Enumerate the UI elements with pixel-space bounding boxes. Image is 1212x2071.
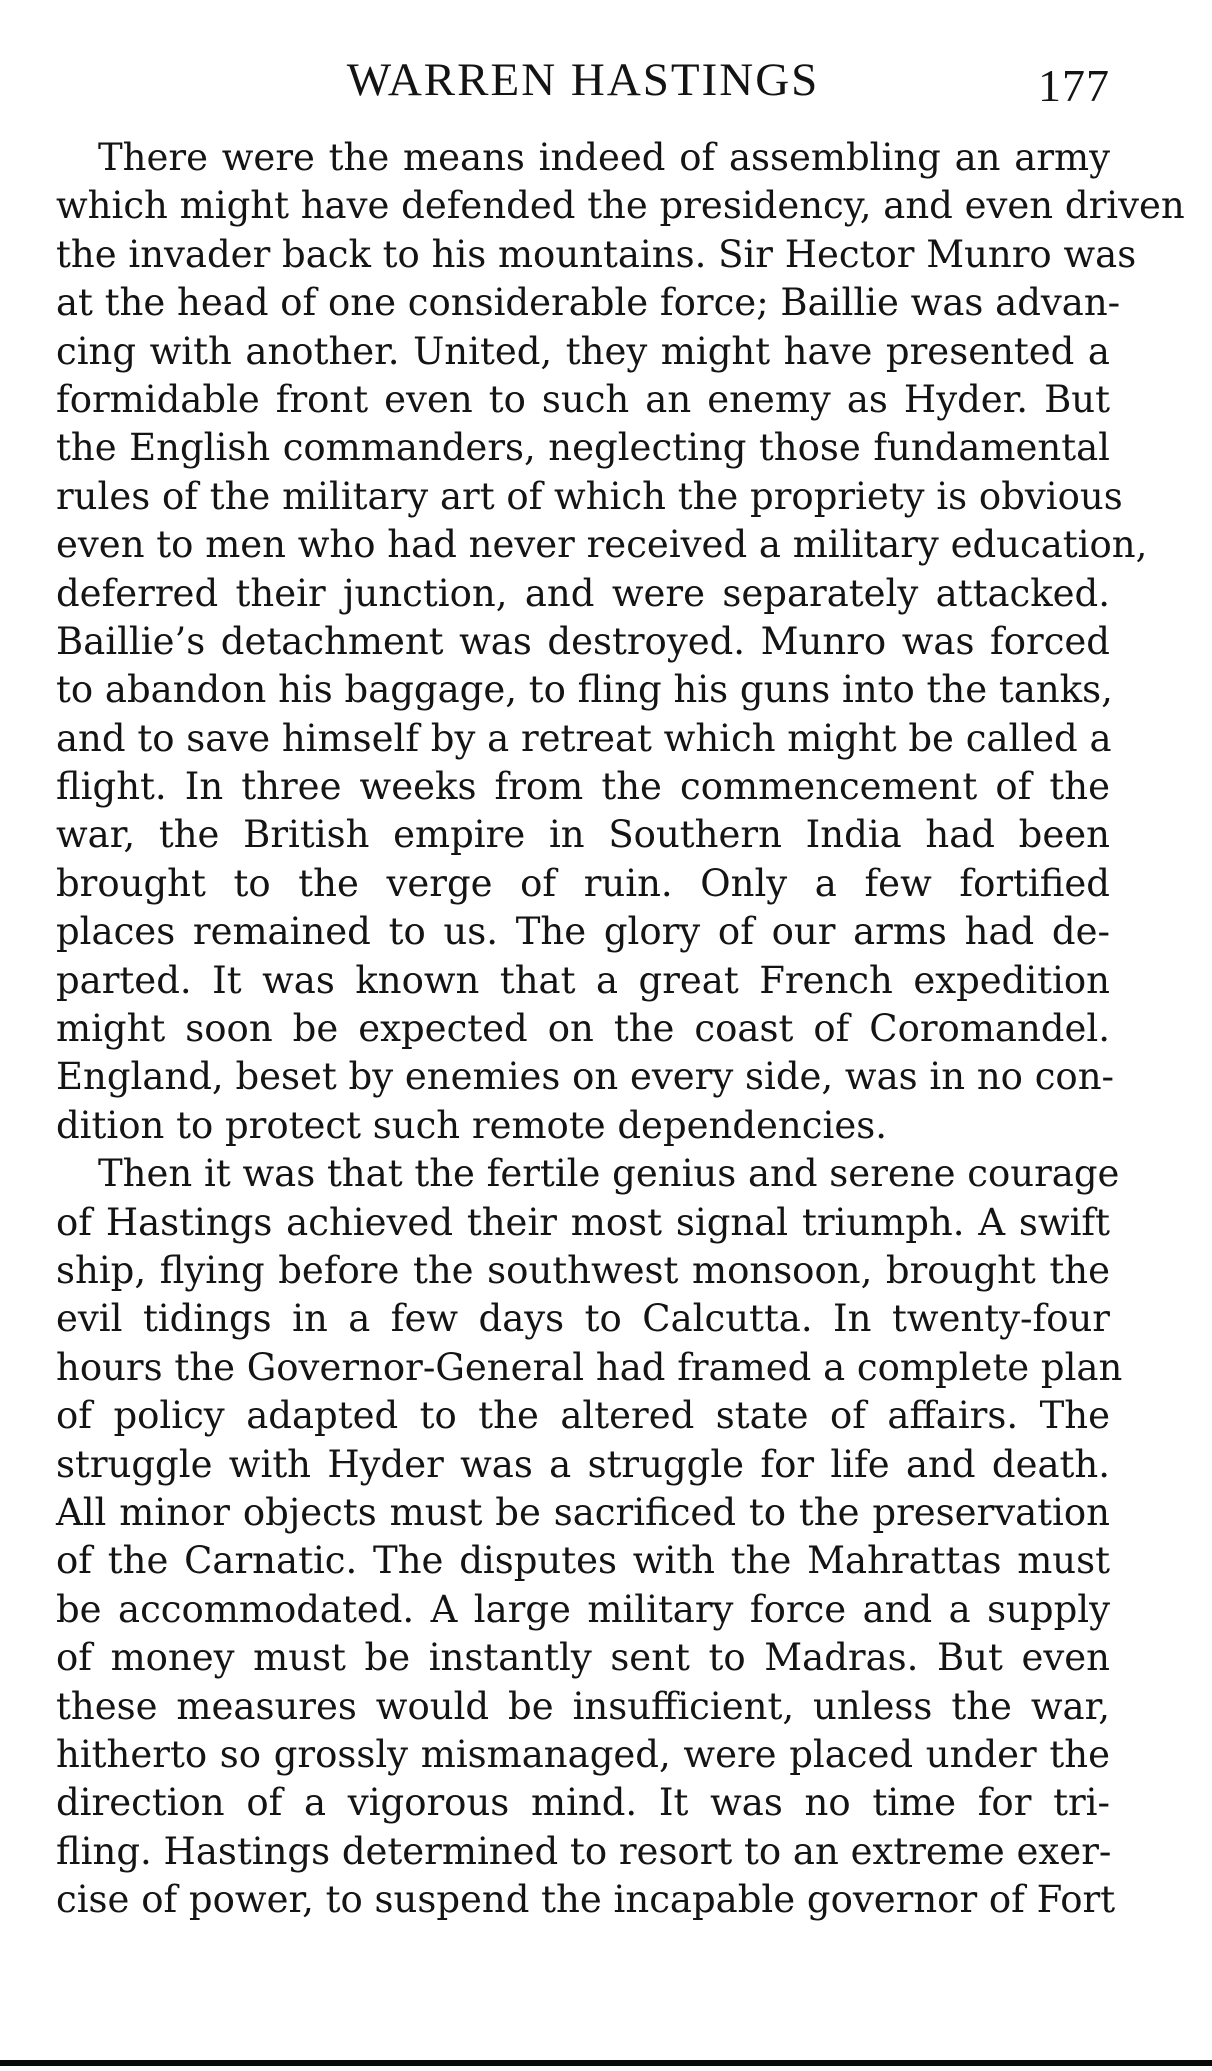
text-line: be accommodated. A large military force and a supply	[56, 1587, 1110, 1631]
running-title: WARREN HASTINGS	[346, 54, 820, 106]
text-line: of policy adapted to the altered state of affairs. The	[56, 1394, 1110, 1438]
text-line: to abandon his baggage, to fling his guns into the tanks,	[56, 668, 1113, 712]
text-line: There were the means indeed of assembling an army	[98, 136, 1110, 179]
text-line: and to save himself by a retreat which might be called a	[56, 716, 1112, 760]
text-line: fling. Hastings determined to resort to an extreme exer-	[56, 1829, 1112, 1873]
running-header	[56, 52, 1110, 112]
text-line: Then it was that the fertile genius and serene courage	[98, 1152, 1120, 1196]
text-line: Baillie’s detachment was destroyed. Munro was forced	[56, 619, 1110, 663]
text-line: which might have defended the presidency, and even driven	[56, 184, 1185, 228]
text-line: hitherto so grossly mismanaged, were placed under the	[56, 1732, 1110, 1776]
text-line: at the head of one considerable force; Baillie was advan-	[56, 281, 1121, 325]
paragraph	[56, 134, 1185, 1150]
page-number: 177	[1038, 60, 1110, 111]
text-line: might soon be expected on the coast of Coromandel.	[56, 1007, 1110, 1051]
text-line: the English commanders, neglecting those fundamental	[56, 426, 1110, 470]
text-line: rules of the military art of which the propriety is obvious	[56, 474, 1123, 518]
text-line: even to men who had never received a military education,	[56, 523, 1148, 567]
body-text	[56, 134, 1185, 1924]
text-line: these measures would be insufficient, unless the war,	[56, 1684, 1110, 1728]
text-line: places remained to us. The glory of our arms had de-	[56, 910, 1110, 954]
text-line: England, beset by enemies on every side, was in no con-	[56, 1055, 1115, 1099]
text-line: formidable front even to such an enemy as Hyder. But	[56, 377, 1110, 421]
text-line: direction of a vigorous mind. It was no time for tri-	[56, 1781, 1110, 1825]
text-line: flight. In three weeks from the commencement of the	[56, 765, 1110, 809]
text-line: brought to the verge of ruin. Only a few fortified	[56, 861, 1110, 905]
bottom-rule	[0, 2060, 1212, 2066]
text-line: All minor objects must be sacrificed to the preservation	[56, 1490, 1110, 1534]
text-line: cing with another. United, they might have presented a	[56, 329, 1110, 373]
text-line: of money must be instantly sent to Madras. But even	[56, 1636, 1110, 1680]
text-line: struggle with Hyder was a struggle for life and death.	[56, 1442, 1110, 1486]
text-line: ship, flying before the southwest monsoon, brought the	[56, 1248, 1110, 1292]
text-line: parted. It was known that a great French expedition	[56, 958, 1110, 1002]
paragraph	[56, 1150, 1123, 1924]
text-line: cise of power, to suspend the incapable governor of Fort	[56, 1878, 1116, 1922]
text-line: war, the British empire in Southern India had been	[56, 813, 1110, 857]
text-line: hours the Governor-General had framed a complete plan	[56, 1345, 1123, 1389]
text-line: evil tidings in a few days to Calcutta. In twenty-four	[56, 1297, 1110, 1341]
text-line: of the Carnatic. The disputes with the Mahrattas must	[56, 1539, 1110, 1583]
text-line: deferred their junction, and were separately attacked.	[56, 571, 1110, 615]
text-line: dition to protect such remote dependencies.	[56, 1103, 887, 1147]
text-line: the invader back to his mountains. Sir Hector Munro was	[56, 232, 1137, 276]
text-line: of Hastings achieved their most signal triumph. A swift	[56, 1200, 1110, 1244]
